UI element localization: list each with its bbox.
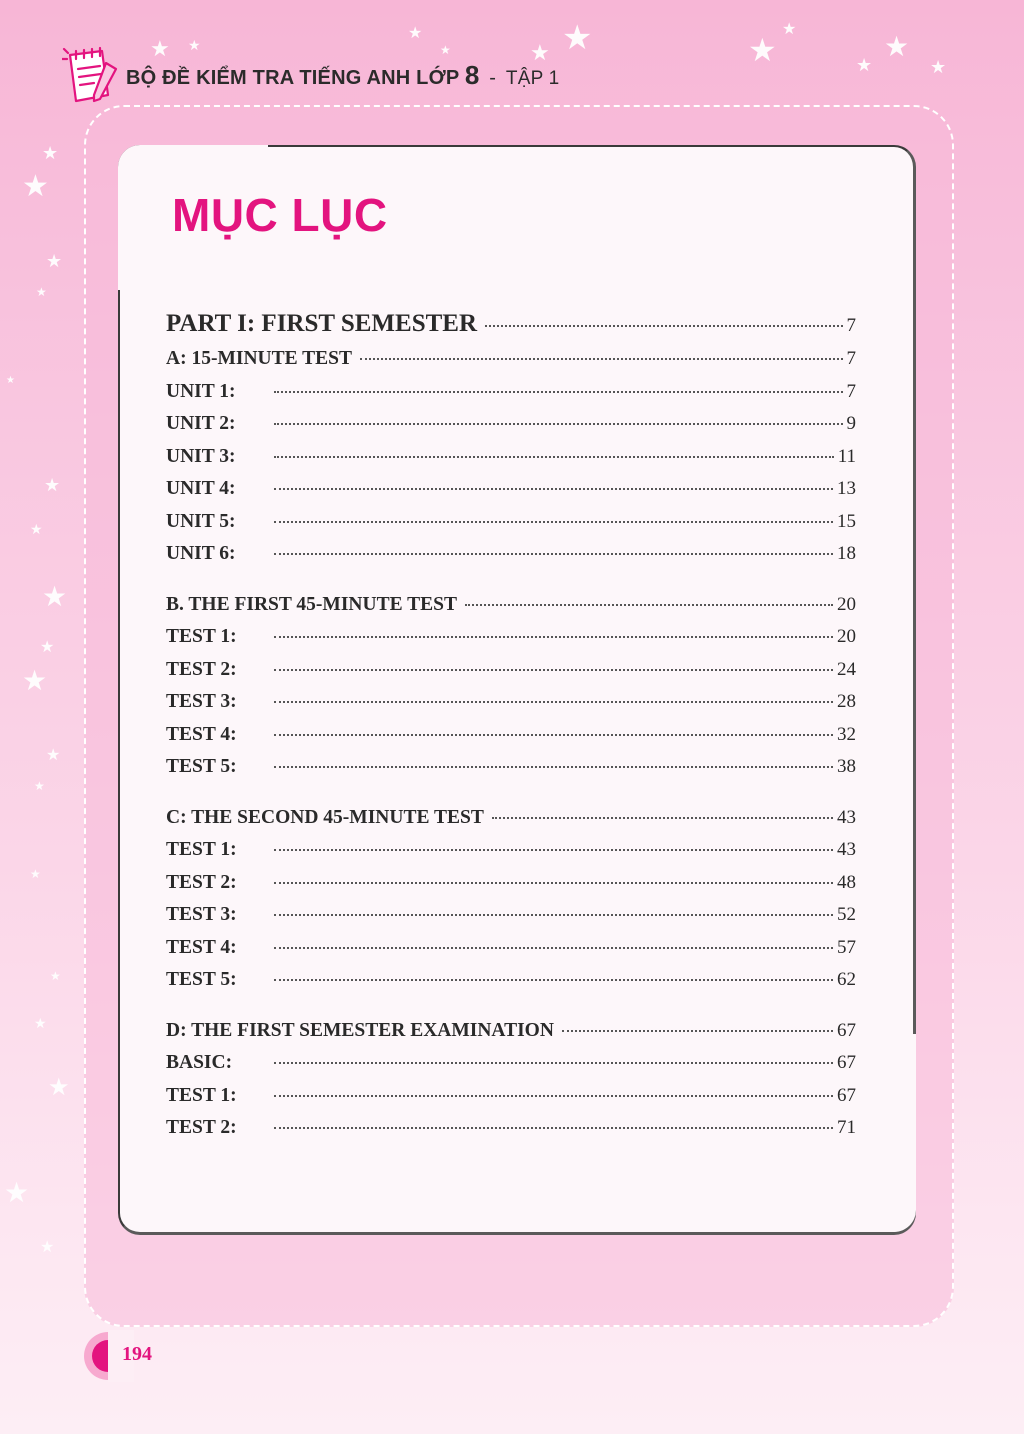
toc-entry-label: TEST 1: [166,839,237,860]
toc-section-row [166,594,856,627]
toc-entry-page: 9 [846,413,856,434]
toc-item-row [166,478,856,511]
toc-entry-label: BASIC: [166,1052,233,1073]
toc-entry-page: 15 [837,510,856,532]
toc-entry-page: 38 [837,756,856,777]
toc-item-row [166,413,856,446]
toc-entry-page: 32 [837,723,856,745]
toc-entry-label: UNIT 2: [166,413,236,434]
toc-item-row [166,839,856,872]
toc-entry-page: 67 [837,1084,856,1106]
star-icon: ★ [46,747,61,764]
toc-entry-page: 20 [837,626,856,647]
page-header [62,36,560,110]
toc-entry-page: 57 [837,936,856,958]
table-of-contents [166,310,856,1150]
star-icon: ★ [562,20,593,57]
header-title-main: BỘ ĐỀ KIỂM TRA TIẾNG ANH LỚP [126,66,460,89]
star-icon: ★ [34,1017,47,1032]
toc-item-row [166,626,856,659]
toc-entry-page: 20 [837,593,856,615]
leader-dots [274,701,833,703]
star-icon: ★ [40,639,55,656]
page-number: 194 [122,1343,152,1365]
star-icon: ★ [22,666,48,697]
toc-entry-page: 71 [837,1117,856,1138]
toc-entry-label: TEST 2: [166,871,237,893]
header-title [126,60,559,91]
toc-item-row [166,381,856,414]
toc-section-row [166,348,856,381]
star-icon: ★ [30,523,43,538]
header-volume: TẬP 1 [505,67,560,89]
toc-entry-page: 11 [837,445,856,467]
toc-item-row [166,904,856,937]
toc-entry-page: 52 [837,904,856,925]
toc-item-row [166,937,856,970]
star-icon: ★ [48,1075,70,1101]
toc-entry-label: A: 15-MINUTE TEST [166,348,353,369]
leader-dots [274,1095,833,1097]
leader-dots [274,914,833,916]
star-icon: ★ [40,1239,55,1256]
star-icon: ★ [440,43,451,57]
leader-dots [492,817,833,819]
toc-entry-page: 43 [837,806,856,828]
toc-part-row [166,310,856,348]
toc-entry-label: TEST 2: [166,658,237,680]
toc-entry-page: 67 [837,1019,856,1041]
star-icon: ★ [930,57,947,77]
leader-dots [274,882,833,884]
toc-entry-label: PART I: FIRST SEMESTER [166,310,478,337]
toc-item-row [166,724,856,757]
leader-dots [274,521,833,523]
toc-entry-page: 28 [837,691,856,712]
toc-item-row [166,446,856,479]
toc-item-row [166,969,856,1002]
star-icon: ★ [42,143,59,163]
leader-dots [465,604,833,606]
toc-entry-label: B. THE FIRST 45-MINUTE TEST [166,593,457,615]
toc-section-row [166,807,856,840]
toc-entry-label: TEST 4: [166,723,237,745]
star-icon: ★ [856,55,873,75]
toc-entry-page: 7 [846,315,856,336]
star-icon: ★ [408,25,423,42]
leader-dots [274,553,833,555]
toc-entry-label: TEST 3: [166,904,237,925]
leader-dots [562,1030,833,1032]
star-icon: ★ [44,475,61,495]
toc-item-row [166,543,856,576]
toc-entry-label: C: THE SECOND 45-MINUTE TEST [166,806,484,828]
star-icon: ★ [42,582,68,613]
toc-item-row [166,659,856,692]
star-icon: ★ [36,285,47,299]
toc-entry-label: TEST 5: [166,756,237,777]
notebook-pencil-icon [62,43,120,107]
leader-dots [274,979,833,981]
toc-item-row [166,756,856,789]
toc-entry-label: TEST 4: [166,936,237,958]
leader-dots [274,423,843,425]
toc-entry-page: 67 [837,1052,856,1073]
toc-entry-label: UNIT 3: [166,445,236,467]
leader-dots [274,1062,833,1064]
toc-item-row [166,511,856,544]
leader-dots [485,325,842,327]
star-icon: ★ [30,867,41,881]
header-grade: 8 [464,59,480,90]
leader-dots [274,947,833,949]
leader-dots [274,734,833,736]
toc-entry-page: 48 [837,871,856,893]
star-icon: ★ [150,36,170,61]
star-icon: ★ [782,21,797,38]
toc-entry-label: TEST 2: [166,1117,237,1138]
toc-entry-page: 7 [846,380,856,402]
toc-entry-label: TEST 5: [166,969,237,990]
page-title: MỤC LỤC [172,189,388,241]
star-icon: ★ [50,969,61,983]
toc-item-row [166,1117,856,1150]
toc-entry-label: UNIT 6: [166,543,236,564]
star-icon: ★ [4,1178,30,1209]
star-icon: ★ [188,39,201,54]
toc-entry-page: 7 [846,348,856,369]
star-icon: ★ [884,32,910,63]
leader-dots [360,358,842,360]
toc-entry-label: TEST 3: [166,691,237,712]
toc-entry-label: TEST 1: [166,626,237,647]
star-icon: ★ [748,32,777,68]
leader-dots [274,488,833,490]
toc-item-row [166,1052,856,1085]
star-icon: ★ [22,170,49,203]
toc-item-row [166,1085,856,1118]
toc-entry-label: UNIT 1: [166,380,236,402]
star-icon: ★ [530,40,550,65]
leader-dots [274,1127,833,1129]
toc-entry-page: 24 [837,658,856,680]
star-icon: ★ [6,375,15,386]
leader-dots [274,636,833,638]
star-icon: ★ [34,779,45,793]
leader-dots [274,391,843,393]
leader-dots [274,669,833,671]
star-icon: ★ [46,251,63,271]
toc-entry-page: 43 [837,839,856,860]
toc-entry-label: TEST 1: [166,1084,237,1106]
toc-entry-label: UNIT 4: [166,478,236,499]
toc-entry-label: UNIT 5: [166,510,236,532]
toc-entry-label: D: THE FIRST SEMESTER EXAMINATION [166,1019,554,1041]
header-separator: - [489,66,497,89]
toc-item-row [166,691,856,724]
leader-dots [274,766,833,768]
toc-entry-page: 62 [837,969,856,990]
leader-dots [274,849,833,851]
leader-dots [274,456,834,458]
toc-entry-page: 18 [837,543,856,564]
toc-section-row [166,1020,856,1053]
toc-item-row [166,872,856,905]
toc-entry-page: 13 [837,478,856,499]
